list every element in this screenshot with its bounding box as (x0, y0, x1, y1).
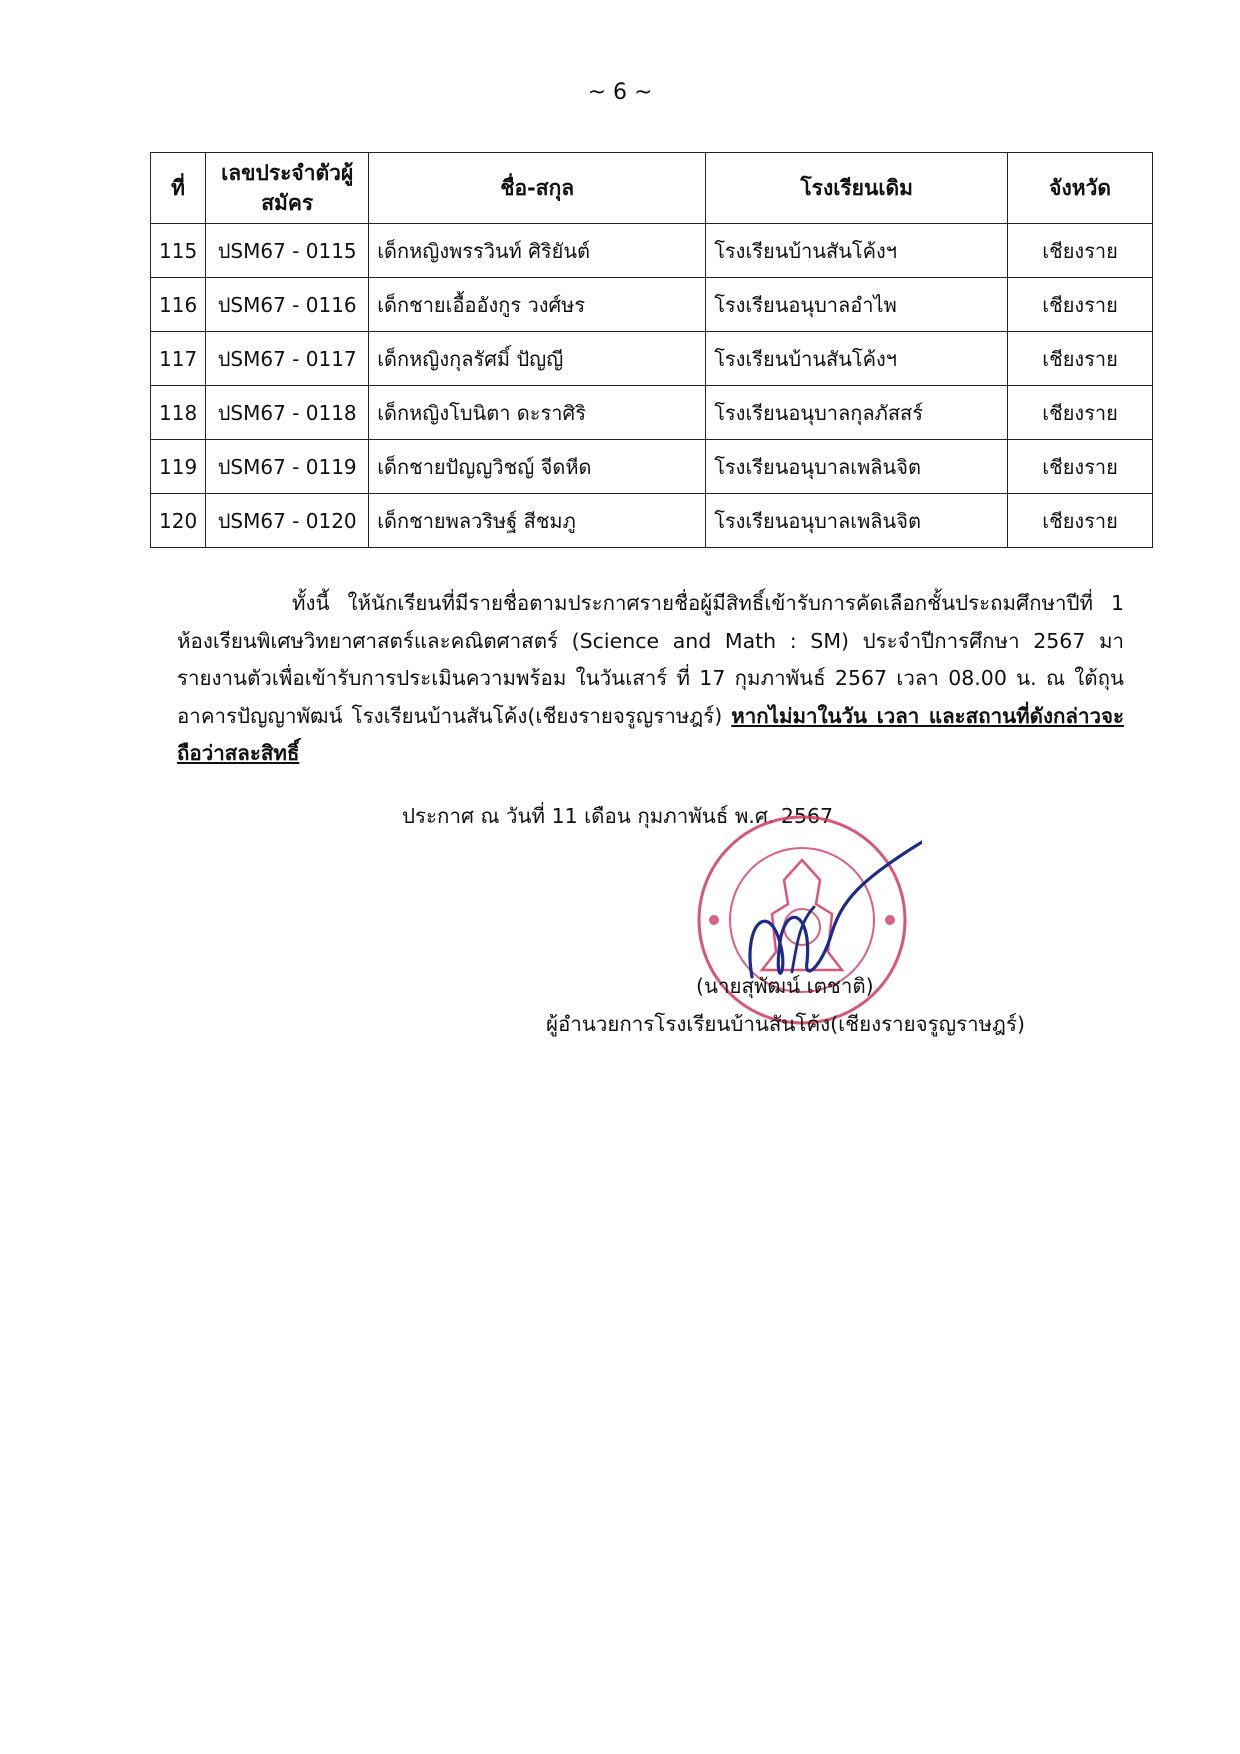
cell-no: 116 (151, 278, 206, 332)
cell-province: เชียงราย (1008, 494, 1153, 548)
header-applicant-id: เลขประจำตัวผู้สมัคร (206, 153, 369, 224)
cell-no: 118 (151, 386, 206, 440)
cell-province: เชียงราย (1008, 440, 1153, 494)
applicant-table (150, 152, 1153, 548)
cell-applicant-id: ปSM67 - 0118 (206, 386, 369, 440)
cell-applicant-id: ปSM67 - 0120 (206, 494, 369, 548)
header-school: โรงเรียนเดิม (706, 153, 1008, 224)
cell-name: เด็กชายเอื้ออังกูร วงศ์ษร (369, 278, 706, 332)
cell-school: โรงเรียนบ้านสันโค้งฯ (706, 224, 1008, 278)
cell-province: เชียงราย (1008, 332, 1153, 386)
page-number: ~ 6 ~ (587, 80, 653, 105)
cell-applicant-id: ปSM67 - 0119 (206, 440, 369, 494)
cell-applicant-id: ปSM67 - 0117 (206, 332, 369, 386)
cell-province: เชียงราย (1008, 224, 1153, 278)
cell-school: โรงเรียนบ้านสันโค้งฯ (706, 332, 1008, 386)
cell-no: 117 (151, 332, 206, 386)
cell-school: โรงเรียนอนุบาลเพลินจิต (706, 494, 1008, 548)
cell-name: เด็กหญิงโบนิตา ดะราศิริ (369, 386, 706, 440)
announcement-date: ประกาศ ณ วันที่ 11 เดือน กุมภาพันธ์ พ.ศ. 2567 (402, 804, 834, 828)
cell-no: 115 (151, 224, 206, 278)
signer-title: ผู้อำนวยการโรงเรียนบ้านสันโค้ง(เชียงรายจรูญราษฎร์) (546, 1012, 1025, 1036)
cell-applicant-id: ปSM67 - 0115 (206, 224, 369, 278)
table-row (151, 494, 1153, 548)
table-row (151, 332, 1153, 386)
cell-name: เด็กชายพลวริษฐ์ สีชมภู (369, 494, 706, 548)
signer-name: (นายสุพัฒน์ เตชาติ) (696, 974, 874, 998)
announcement-text: ทั้งนี้ ให้นักเรียนที่มีรายชื่อตามประกาศรายชื่อผู้มีสิทธิ์เข้ารับการคัดเลือกชั้นประถมศึกษาปีที่ 1 ห้องเรียนพิเศษวิทยาศาสตร์และคณิตศาสตร์ (Science and Math : SM) ประจำปีการศึกษา 2567 มารายงานตัวเพื่อเข้ารับการประเมินความพร้อม ในวันเสาร์ ที่ 17 กุมภาพันธ์ 2567 เวลา 08.00 น. ณ ใต้ถุนอาคารปัญญาพัฒน์ โรงเรียนบ้านสันโค้ง(เชียงรายจรูญราษฎร์) (177, 591, 1124, 728)
cell-no: 120 (151, 494, 206, 548)
table-body (151, 224, 1153, 548)
header-name: ชื่อ-สกุล (369, 153, 706, 224)
cell-school: โรงเรียนอนุบาลเพลินจิต (706, 440, 1008, 494)
table-row (151, 278, 1153, 332)
cell-province: เชียงราย (1008, 386, 1153, 440)
table-row (151, 224, 1153, 278)
forfeit-warning: หากไม่มาในวัน เวลา และสถานที่ดังกล่าวจะถือว่าสละสิทธิ์ (177, 703, 1124, 765)
header-no: ที่ (151, 153, 206, 224)
cell-no: 119 (151, 440, 206, 494)
table-row (151, 386, 1153, 440)
cell-province: เชียงราย (1008, 278, 1153, 332)
cell-name: เด็กหญิงกุลรัศมิ์ ปัญญี (369, 332, 706, 386)
cell-school: โรงเรียนอนุบาลกุลภัสสร์ (706, 386, 1008, 440)
table-row (151, 440, 1153, 494)
announcement-paragraph (177, 585, 1124, 773)
header-province: จังหวัด (1008, 153, 1153, 224)
cell-name: เด็กชายปัญญวิชญ์ จีดหีด (369, 440, 706, 494)
cell-applicant-id: ปSM67 - 0116 (206, 278, 369, 332)
cell-name: เด็กหญิงพรรวินท์ ศิริยันต์ (369, 224, 706, 278)
cell-school: โรงเรียนอนุบาลอำไพ (706, 278, 1008, 332)
table-header-row (151, 153, 1153, 224)
